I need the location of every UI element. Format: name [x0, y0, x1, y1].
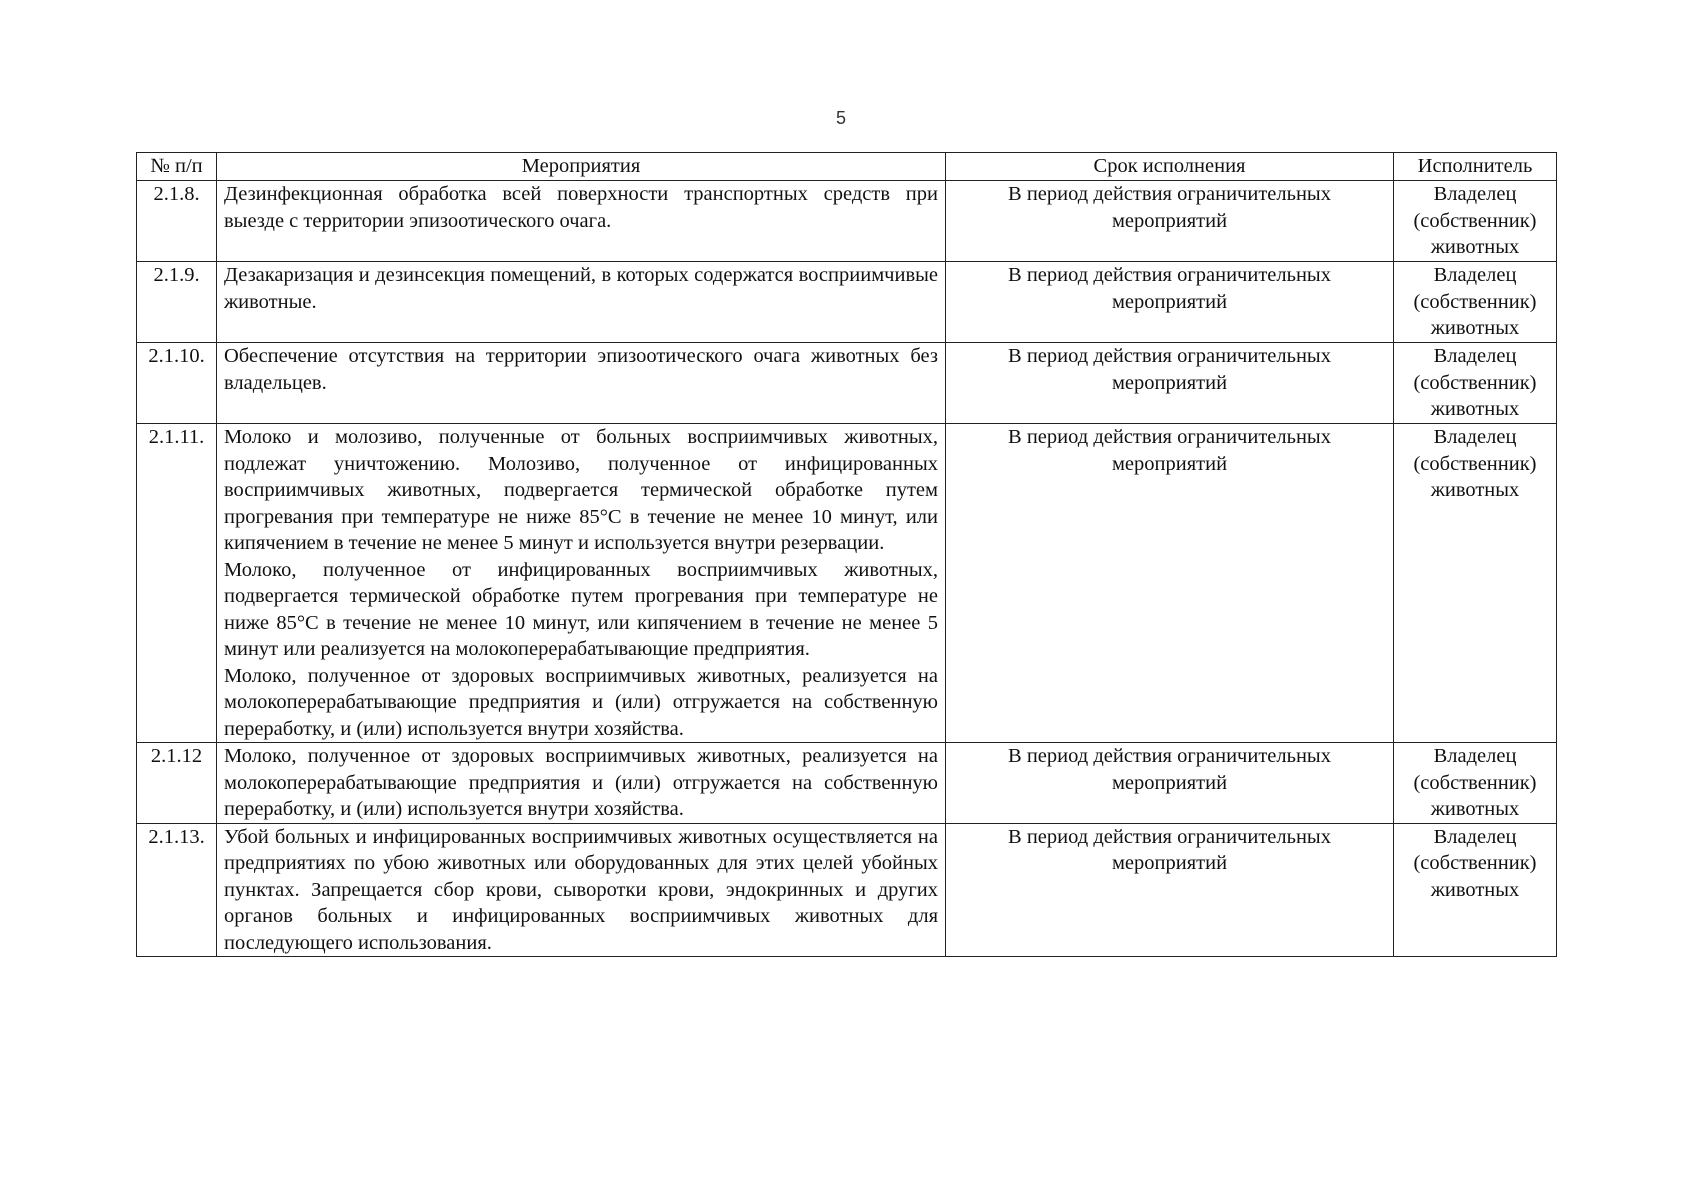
row-term: В период действия ограничительных мероприятий: [946, 743, 1394, 824]
header-executor: Исполнитель: [1394, 153, 1557, 181]
row-number: 2.1.9.: [137, 262, 217, 343]
measures-table: [136, 152, 1557, 957]
activity-paragraph: Молоко, полученное от здоровых восприимчивых животных, реализуется на молокоперерабатывающие предприятия и (или) отгружается на собственную переработку, и (или) используется внутри хозяйства.: [224, 664, 938, 740]
activity-text: Обеспечение отсутствия на территории эпизоотического очага животных без владельцев.: [224, 345, 938, 394]
row-term: В период действия ограничительных мероприятий: [946, 181, 1394, 262]
row-activity: [217, 181, 946, 262]
activity-text: Дезакаризация и дезинсекция помещений, в которых содержатся восприимчивые животные.: [224, 264, 938, 313]
activity-paragraph: Молоко и молозиво, полученные от больных восприимчивых животных, подлежат уничтожению. Молозиво, полученное от инфицированных восприимчивых животных, подвергается термической обработке путем прогревания при температуре не ниже 85°С в течение не менее 10 минут, или кипячением в течение не менее 5 минут и используется внутри резервации.: [224, 426, 938, 554]
executor-text: Владелец (собственник) животных: [1413, 183, 1537, 258]
row-number: 2.1.10.: [137, 343, 217, 424]
table-row: [137, 823, 1557, 957]
row-activity: [217, 343, 946, 424]
activity-text: Убой больных и инфицированных восприимчивых животных осуществляется на предприятиях по убою животных или оборудованных для этих целей убойных пунктах. Запрещается сбор крови, сыворотки крови, эндокринных и других органов больных и инфицированных восприимчивых животных для последующего использования.: [224, 825, 938, 954]
row-activity: [217, 262, 946, 343]
row-number: 2.1.12: [137, 743, 217, 824]
table-row: [137, 343, 1557, 424]
row-number: 2.1.8.: [137, 181, 217, 262]
row-executor: [1394, 181, 1557, 262]
row-term: В период действия ограничительных мероприятий: [946, 262, 1394, 343]
row-executor: Владелец (собственник) животных: [1394, 424, 1557, 743]
executor-text: Владелец (собственник) животных: [1413, 264, 1537, 339]
row-activity: [217, 823, 946, 957]
row-term: В период действия ограничительных мероприятий: [946, 823, 1394, 957]
row-executor: [1394, 343, 1557, 424]
activity-text: Молоко, полученное от здоровых восприимчивых животных, реализуется на молокоперерабатывающие предприятия и (или) отгружается на собственную переработку, и (или) используется внутри хозяйства.: [224, 745, 938, 820]
executor-text: Владелец (собственник) животных: [1413, 345, 1537, 420]
header-number: № п/п: [137, 153, 217, 181]
activity-paragraph: Молоко, полученное от инфицированных восприимчивых животных, подвергается термической обработке путем прогревания при температуре не ниже 85°С в течение не менее 10 минут, или кипячением в течение не менее 5 минут или реализуется на молокоперерабатывающие предприятия.: [224, 558, 938, 660]
row-executor: Владелец (собственник) животных: [1394, 823, 1557, 957]
row-number: 2.1.11.: [137, 424, 217, 743]
row-term: В период действия ограничительных мероприятий: [946, 424, 1394, 743]
row-executor: [1394, 262, 1557, 343]
table-row: [137, 262, 1557, 343]
table-row: [137, 743, 1557, 824]
activity-text: Дезинфекционная обработка всей поверхности транспортных средств при выезде с территории эпизоотического очага.: [224, 183, 938, 232]
row-term: В период действия ограничительных мероприятий: [946, 343, 1394, 424]
header-activities: Мероприятия: [217, 153, 946, 181]
table-header-row: [137, 153, 1557, 181]
table-row: [137, 181, 1557, 262]
table-row: [137, 424, 1557, 743]
row-executor: Владелец (собственник) животных: [1394, 743, 1557, 824]
row-activity: [217, 424, 946, 743]
page-number: 5: [835, 108, 846, 128]
row-activity: [217, 743, 946, 824]
header-term: Срок исполнения: [946, 153, 1394, 181]
row-number: 2.1.13.: [137, 823, 217, 957]
